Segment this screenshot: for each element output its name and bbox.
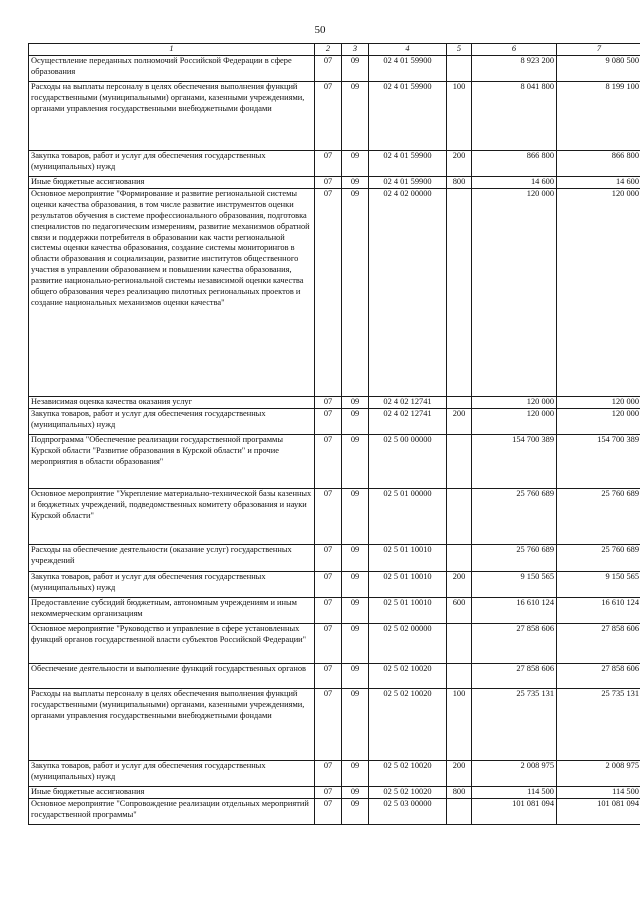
row-amount-2: 8 199 100 [557,82,640,151]
row-target-code: 02 5 02 10020 [369,663,447,688]
row-section: 07 [315,82,342,151]
table-row [29,56,640,82]
row-amount-1: 101 081 094 [472,798,557,824]
table-row [29,760,640,786]
row-section: 07 [315,56,342,82]
table-row [29,786,640,798]
row-section: 07 [315,597,342,623]
row-target-code: 02 4 01 59900 [369,151,447,177]
row-amount-2: 2 008 975 [557,760,640,786]
row-amount-2: 25 735 131 [557,688,640,760]
row-subsection: 09 [342,798,369,824]
row-name: Закупка товаров, работ и услуг для обеспечения государственных (муниципальных) нужд [29,571,315,597]
row-name: Расходы на обеспечение деятельности (оказание услуг) государственных учреждений [29,544,315,571]
row-expense-type [447,488,472,544]
row-expense-type: 200 [447,408,472,434]
row-expense-type [447,434,472,488]
row-amount-1: 9 150 565 [472,571,557,597]
header-col-5: 5 [447,44,472,56]
row-subsection: 09 [342,688,369,760]
row-name: Закупка товаров, работ и услуг для обеспечения государственных (муниципальных) нужд [29,151,315,177]
header-col-1: 1 [29,44,315,56]
row-expense-type [447,544,472,571]
row-amount-1: 8 041 800 [472,82,557,151]
header-col-7: 7 [557,44,640,56]
row-expense-type: 800 [447,177,472,189]
row-section: 07 [315,544,342,571]
row-section: 07 [315,663,342,688]
row-section: 07 [315,408,342,434]
row-section: 07 [315,188,342,396]
table-row [29,396,640,408]
row-expense-type: 800 [447,786,472,798]
table-row [29,488,640,544]
row-subsection: 09 [342,434,369,488]
row-target-code: 02 5 01 10010 [369,544,447,571]
row-amount-1: 120 000 [472,408,557,434]
row-amount-1: 14 600 [472,177,557,189]
table-row [29,571,640,597]
row-expense-type [447,623,472,663]
row-expense-type: 600 [447,597,472,623]
row-target-code: 02 4 02 12741 [369,408,447,434]
row-amount-2: 9 080 500 [557,56,640,82]
row-target-code: 02 4 02 12741 [369,396,447,408]
row-expense-type: 200 [447,760,472,786]
table-header [29,44,640,56]
row-subsection: 09 [342,623,369,663]
row-subsection: 09 [342,408,369,434]
table-row [29,82,640,151]
row-name: Расходы на выплаты персоналу в целях обеспечения выполнения функций государственными (муниципальными) органами, казенными учреждениями, органами управления государственными внебюджетными фондами [29,688,315,760]
row-name: Основное мероприятие "Сопровождение реализации отдельных мероприятий государственной программы" [29,798,315,824]
table-row [29,408,640,434]
table-row [29,623,640,663]
row-section: 07 [315,786,342,798]
table-row [29,544,640,571]
row-amount-1: 25 735 131 [472,688,557,760]
table-row [29,663,640,688]
row-amount-2: 25 760 689 [557,544,640,571]
header-col-2: 2 [315,44,342,56]
row-name: Подпрограмма "Обеспечение реализации государственной программы Курской области "Развитие образования в Курской области" и прочие мероприятия в области образования" [29,434,315,488]
row-subsection: 09 [342,571,369,597]
row-target-code: 02 5 02 10020 [369,786,447,798]
table-row [29,597,640,623]
row-name: Расходы на выплаты персоналу в целях обеспечения выполнения функций государственными (муниципальными) органами, казенными учреждениями, органами управления государственными внебюджетными фондами [29,82,315,151]
row-amount-1: 27 858 606 [472,663,557,688]
table-body [29,56,640,825]
row-section: 07 [315,571,342,597]
table-row [29,688,640,760]
row-target-code: 02 5 02 10020 [369,760,447,786]
row-amount-1: 120 000 [472,188,557,396]
row-section: 07 [315,760,342,786]
row-amount-1: 120 000 [472,396,557,408]
row-target-code: 02 5 01 10010 [369,571,447,597]
row-amount-1: 866 800 [472,151,557,177]
row-target-code: 02 5 00 00000 [369,434,447,488]
table-row [29,798,640,824]
row-subsection: 09 [342,786,369,798]
row-expense-type: 200 [447,151,472,177]
row-subsection: 09 [342,396,369,408]
header-col-3: 3 [342,44,369,56]
row-expense-type: 200 [447,571,472,597]
row-amount-2: 9 150 565 [557,571,640,597]
row-section: 07 [315,488,342,544]
budget-table [28,43,640,825]
row-amount-2: 27 858 606 [557,663,640,688]
row-target-code: 02 5 03 00000 [369,798,447,824]
row-amount-1: 114 500 [472,786,557,798]
row-section: 07 [315,688,342,760]
row-section: 07 [315,151,342,177]
row-expense-type: 100 [447,82,472,151]
row-amount-2: 25 760 689 [557,488,640,544]
row-amount-2: 120 000 [557,396,640,408]
row-target-code: 02 5 01 10010 [369,597,447,623]
row-name: Основное мероприятие "Формирование и развитие региональной системы оценки качества образования, в том числе развитие инструментов оценки результатов обучения в системе профессионального образования, подготовка специалистов по педагогическим измерениям, развитие механизмов обратной связи и поддержки потребителя в образовании как части региональной системы оценки качества образования, создание системы мониторингов в области образования и социализации, развитие институтов общественного участия в управлении образованием и повышении качества образования, развитие национально-региональной системы независимой оценки качества общего образования через реализацию пилотных региональных проектов и создание национальных механизмов оценки качества" [29,188,315,396]
table-row [29,177,640,189]
row-subsection: 09 [342,56,369,82]
row-amount-2: 114 500 [557,786,640,798]
row-subsection: 09 [342,151,369,177]
row-subsection: 09 [342,177,369,189]
row-expense-type [447,188,472,396]
page-number: 50 [314,24,326,36]
row-subsection: 09 [342,663,369,688]
row-subsection: 09 [342,760,369,786]
row-target-code: 02 5 02 00000 [369,623,447,663]
row-amount-2: 14 600 [557,177,640,189]
row-name: Основное мероприятие "Укрепление материально-технической базы казенных и бюджетных учреждений, подведомственных комитету образования и науки Курской области" [29,488,315,544]
row-target-code: 02 4 02 00000 [369,188,447,396]
row-expense-type [447,663,472,688]
row-expense-type [447,56,472,82]
row-amount-1: 154 700 389 [472,434,557,488]
row-expense-type [447,396,472,408]
header-row [29,44,640,56]
row-name: Осуществление переданных полномочий Российской Федерации в сфере образования [29,56,315,82]
row-amount-1: 25 760 689 [472,544,557,571]
row-name: Обеспечение деятельности и выполнение функций государственных органов [29,663,315,688]
row-amount-2: 120 000 [557,408,640,434]
row-target-code: 02 4 01 59900 [369,82,447,151]
row-amount-1: 2 008 975 [472,760,557,786]
row-target-code: 02 4 01 59900 [369,56,447,82]
row-name: Основное мероприятие "Руководство и управление в сфере установленных функций органов государственной власти субъектов Российской Федерации" [29,623,315,663]
row-amount-2: 866 800 [557,151,640,177]
row-section: 07 [315,434,342,488]
row-amount-2: 154 700 389 [557,434,640,488]
row-target-code: 02 4 01 59900 [369,177,447,189]
table-row [29,434,640,488]
row-amount-2: 120 000 [557,188,640,396]
row-name: Предоставление субсидий бюджетным, автономным учреждениям и иным некоммерческим организациям [29,597,315,623]
row-subsection: 09 [342,544,369,571]
row-amount-2: 16 610 124 [557,597,640,623]
row-target-code: 02 5 02 10020 [369,688,447,760]
row-section: 07 [315,396,342,408]
row-name: Независимая оценка качества оказания услуг [29,396,315,408]
row-amount-1: 27 858 606 [472,623,557,663]
row-amount-2: 101 081 094 [557,798,640,824]
row-amount-1: 16 610 124 [472,597,557,623]
table-row [29,151,640,177]
row-target-code: 02 5 01 00000 [369,488,447,544]
row-section: 07 [315,798,342,824]
row-amount-2: 27 858 606 [557,623,640,663]
row-subsection: 09 [342,488,369,544]
row-name: Иные бюджетные ассигнования [29,786,315,798]
row-name: Закупка товаров, работ и услуг для обеспечения государственных (муниципальных) нужд [29,760,315,786]
row-section: 07 [315,623,342,663]
row-amount-1: 8 923 200 [472,56,557,82]
row-subsection: 09 [342,82,369,151]
row-expense-type: 100 [447,688,472,760]
row-name: Закупка товаров, работ и услуг для обеспечения государственных (муниципальных) нужд [29,408,315,434]
row-section: 07 [315,177,342,189]
row-amount-1: 25 760 689 [472,488,557,544]
row-subsection: 09 [342,597,369,623]
row-expense-type [447,798,472,824]
row-name: Иные бюджетные ассигнования [29,177,315,189]
header-col-6: 6 [472,44,557,56]
header-col-4: 4 [369,44,447,56]
table-row [29,188,640,396]
row-subsection: 09 [342,188,369,396]
